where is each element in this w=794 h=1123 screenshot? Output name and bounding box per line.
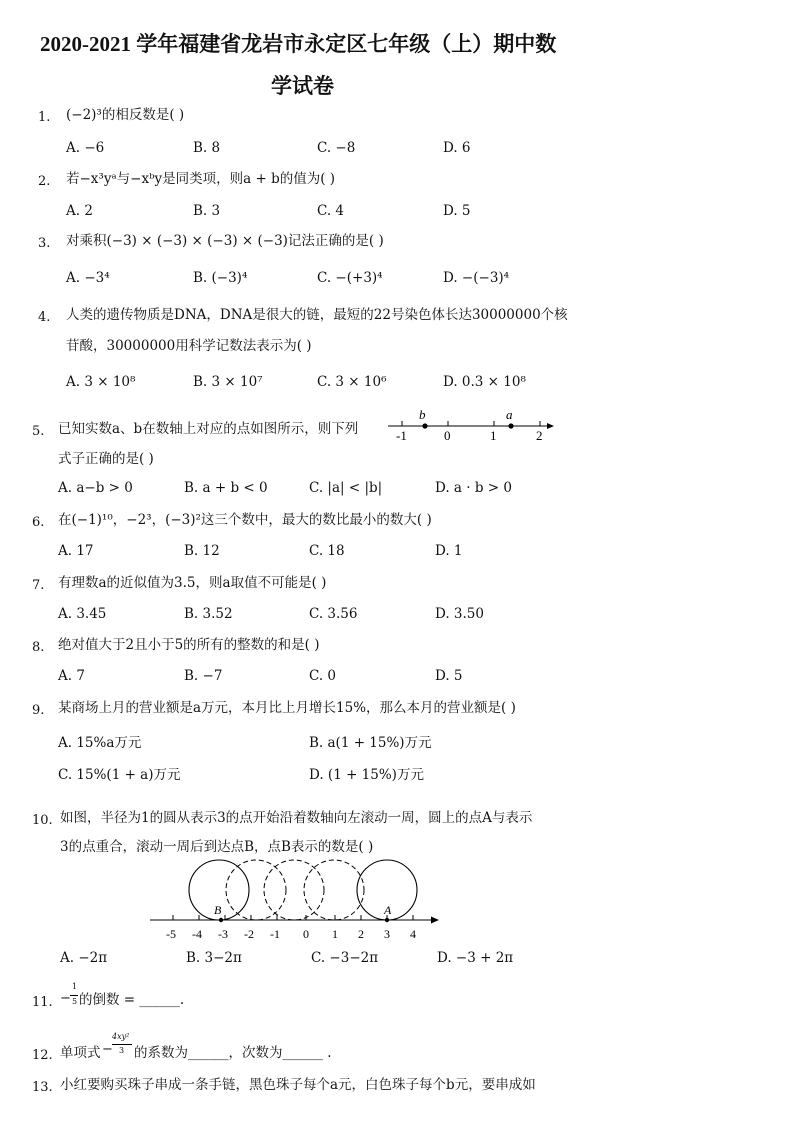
option-b: B. 3−2π <box>186 950 242 966</box>
option-a: A. −6 <box>66 140 105 156</box>
fraction-q12 <box>102 1032 136 1066</box>
question-text: 绝对值大于2且小于5的所有的整数的和是( ) <box>58 637 320 653</box>
question-text-cont: 的系数为______，次数为______ . <box>134 1045 332 1061</box>
question-number: 7. <box>32 578 45 593</box>
option-c: C. |a| < |b| <box>309 480 383 496</box>
point-label-A: A <box>384 903 392 917</box>
option-b: B. 3 <box>193 203 221 219</box>
question-text: 某商场上月的营业额是a万元，本月比上月增长15%，那么本月的营业额是( ) <box>58 700 516 716</box>
question-text: 已知实数a、b在数轴上对应的点如图所示，则下列 <box>58 421 359 437</box>
question-text: 人类的遗传物质是DNA，DNA是很大的链，最短的22号染色体长达30000000个核 <box>66 307 568 323</box>
question-number: 12. <box>32 1048 53 1063</box>
option-c: C. −3−2π <box>311 950 379 966</box>
option-a: A. 7 <box>58 668 85 684</box>
option-b: B. 3 × 10⁷ <box>193 374 263 390</box>
question-number: 11. <box>32 995 53 1010</box>
option-a: A. 15%a万元 <box>58 735 142 751</box>
question-number: 8. <box>32 640 45 655</box>
page-title-line2: 学试卷 <box>271 74 334 98</box>
question-text: 对乘积(−3) × (−3) × (−3) × (−3)记法正确的是( ) <box>66 233 384 249</box>
rolling-circle-figure-10 <box>146 858 442 946</box>
page-title-line1: 2020-2021 学年福建省龙岩市永定区七年级（上）期中数 <box>40 32 557 56</box>
tick-label: 1 <box>490 428 497 443</box>
question-text: 有理数a的近似值为3.5，则a取值不可能是( ) <box>58 575 327 591</box>
option-a: A. 3.45 <box>58 606 107 622</box>
option-b: B. a + b < 0 <box>184 480 268 496</box>
question-text: 小红要购买珠子串成一条手链，黑色珠子每个a元，白色珠子每个b元，要串成如 <box>60 1077 536 1093</box>
option-a: A. a−b > 0 <box>58 480 133 496</box>
tick-label: -3 <box>218 927 228 941</box>
option-c: C. 3 × 10⁶ <box>317 374 387 390</box>
option-b: B. (−3)⁴ <box>193 270 248 286</box>
option-d: D. 5 <box>435 668 463 684</box>
option-d: D. a · b > 0 <box>435 480 512 496</box>
option-c: C. 3.56 <box>309 606 358 622</box>
question-text-cont: 式子正确的是( ) <box>58 451 154 467</box>
option-b: B. 12 <box>184 543 220 559</box>
question-number: 13. <box>32 1080 53 1095</box>
option-a: A. 3 × 10⁸ <box>66 374 136 390</box>
fraction-denominator: 5 <box>72 997 78 1006</box>
option-a: A. 17 <box>58 543 94 559</box>
question-number: 2. <box>38 174 51 189</box>
question-number: 6. <box>32 515 45 530</box>
option-d: D. 0.3 × 10⁸ <box>443 374 526 390</box>
question-text: 如图，半径为1的圆从表示3的点开始沿着数轴向左滚动一周，圆上的点A与表示 <box>60 810 533 826</box>
option-c: C. 18 <box>309 543 345 559</box>
option-b: B. 8 <box>193 140 221 156</box>
question-number: 10. <box>32 813 53 828</box>
question-text: 在(−1)¹⁰，−2³，(−3)²这三个数中，最大的数比最小的数大( ) <box>58 512 432 528</box>
question-text-cont: 3的点重合，滚动一周后到达点B，点B表示的数是( ) <box>60 839 374 855</box>
question-number: 5. <box>32 424 45 439</box>
tick-label: -5 <box>166 927 176 941</box>
tick-label: -4 <box>192 927 202 941</box>
tick-label: 1 <box>332 927 338 941</box>
tick-label: 0 <box>303 927 309 941</box>
fraction-numerator: 4xy² <box>112 1032 130 1041</box>
question-number: 3. <box>38 236 51 251</box>
tick-label: 3 <box>384 927 390 941</box>
option-d: D. 6 <box>443 140 471 156</box>
tick-label: 2 <box>358 927 364 941</box>
option-d: D. −3 + 2π <box>437 950 514 966</box>
option-c: C. 4 <box>317 203 345 219</box>
point-label-b: b <box>419 407 426 422</box>
option-b: B. 3.52 <box>184 606 233 622</box>
question-text: (−2)³的相反数是( ) <box>66 107 185 123</box>
tick-label: 4 <box>410 927 416 941</box>
point-label-B: B <box>214 903 222 917</box>
option-d: D. 5 <box>443 203 471 219</box>
option-d: D. 3.50 <box>435 606 484 622</box>
option-c: C. 0 <box>309 668 337 684</box>
option-d: D. 1 <box>435 543 463 559</box>
option-c: C. −8 <box>317 140 356 156</box>
tick-label: 2 <box>536 428 543 443</box>
option-c: C. −(+3)⁴ <box>317 270 383 286</box>
fraction-sign: − <box>102 1042 113 1057</box>
tick-label: -1 <box>396 428 407 443</box>
option-b: B. a(1 + 15%)万元 <box>309 735 432 751</box>
question-number: 1. <box>38 110 51 125</box>
option-a: A. 2 <box>66 203 93 219</box>
fraction-sign: − <box>60 991 71 1006</box>
option-a: A. −2π <box>60 950 108 966</box>
tick-label: -2 <box>244 927 254 941</box>
option-b: B. −7 <box>184 668 223 684</box>
fraction-denominator: 3 <box>119 1046 125 1055</box>
question-text: 的倒数 = ______. <box>79 992 185 1008</box>
question-text: 若−x³yᵃ与−xᵇy是同类项，则a + b的值为( ) <box>66 171 336 187</box>
option-c: C. 15%(1 + a)万元 <box>58 767 181 783</box>
option-d: D. −(−3)⁴ <box>443 270 510 286</box>
fraction-numerator: 1 <box>72 982 78 991</box>
question-text-cont: 苷酸，30000000用科学记数法表示为( ) <box>66 338 312 354</box>
number-line-figure-5 <box>384 404 560 446</box>
tick-label: -1 <box>270 927 280 941</box>
option-a: A. −3⁴ <box>66 270 110 286</box>
question-number: 4. <box>38 310 51 325</box>
question-text: 单项式 <box>60 1045 101 1061</box>
tick-label: 0 <box>444 428 451 443</box>
question-number: 9. <box>32 703 45 718</box>
point-label-a: a <box>506 407 513 422</box>
option-d: D. (1 + 15%)万元 <box>309 767 424 783</box>
